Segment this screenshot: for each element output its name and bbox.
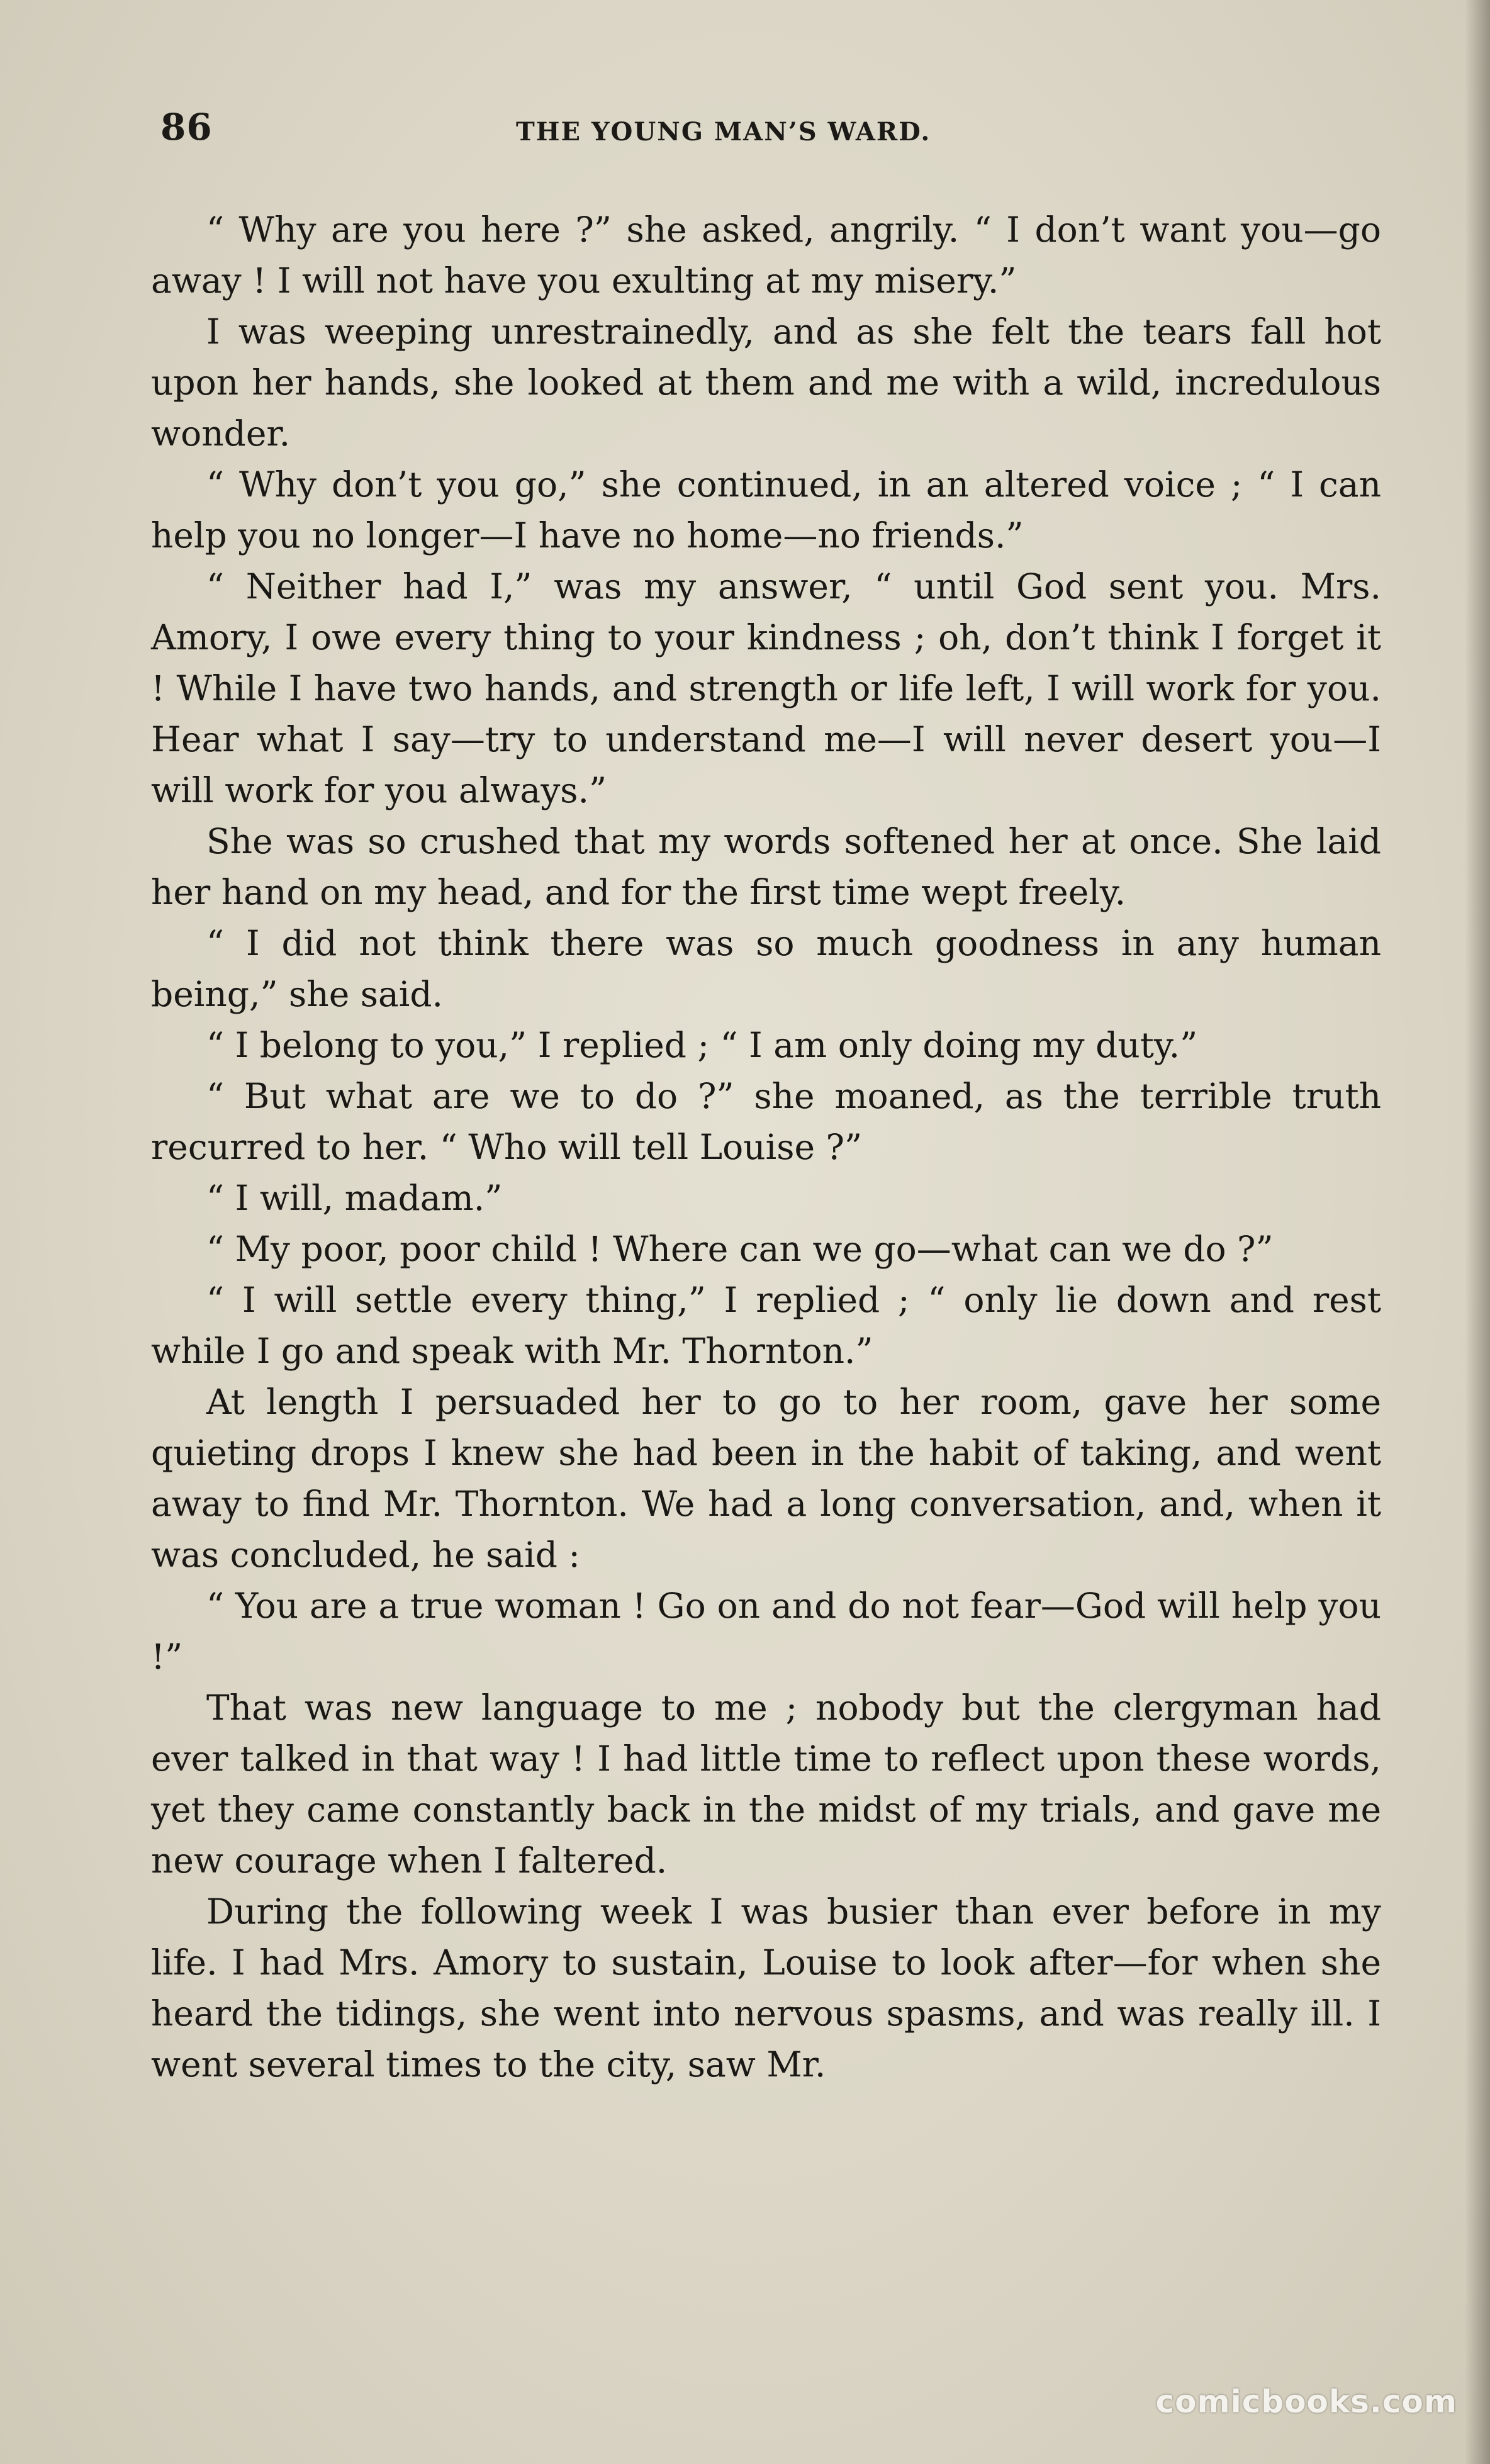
paragraph: “ My poor, poor child ! Where can we go—what can we do ?” xyxy=(206,1229,1274,1269)
page-header xyxy=(160,106,1394,162)
paragraph: “ Why don’t you go,” she continued, in an altered voice ; “ I can help you no longer—I have no home—no friends.” xyxy=(151,464,1381,556)
watermark: comicbooks.com xyxy=(1155,2383,1457,2420)
paragraph: That was new language to me ; nobody but the clergyman had ever talked in that way ! I had little time to reflect upon these words, yet they came constantly back in the midst of my trials, and gave me new courage when I faltered. xyxy=(151,1688,1381,1881)
paragraph: “ Neither had I,” was my answer, “ until God sent you. Mrs. Amory, I owe every thing to your kindness ; oh, don’t think I forget it ! While I have two hands, and strength or life left, I will work for you. Hear what I say—try to understand me—I will never desert you—I will work for you always.” xyxy=(151,566,1381,810)
paragraph: I was weeping unrestrainedly, and as she felt the tears fall hot upon her hands, she looked at them and me with a wild, incredulous wonder. xyxy=(151,311,1381,454)
body-text xyxy=(151,204,1381,2090)
paragraph: “ I did not think there was so much goodness in any human being,” she said. xyxy=(151,923,1381,1014)
paragraph: “ I will, madam.” xyxy=(206,1178,503,1218)
paragraph: “ I belong to you,” I replied ; “ I am only doing my duty.” xyxy=(206,1025,1198,1065)
paragraph: During the following week I was busier than ever before in my life. I had Mrs. Amory to sustain, Louise to look after—for when she heard the tidings, she went into nervous spasms, and was really ill. I went several times to the city, saw Mr. xyxy=(151,1891,1381,2085)
running-title: THE YOUNG MAN’S WARD. xyxy=(516,117,931,147)
paragraph: “ I will settle every thing,” I replied ; “ only lie down and rest while I go and speak with Mr. Thornton.” xyxy=(151,1280,1381,1371)
page-number: 86 xyxy=(160,106,213,148)
paragraph: “ You are a true woman ! Go on and do not fear—God will help you !” xyxy=(151,1586,1381,1677)
paragraph: “ Why are you here ?” she asked, angrily. “ I don’t want you—go away ! I will not have you exulting at my misery.” xyxy=(151,210,1381,301)
paragraph: She was so crushed that my words softened her at once. She laid her hand on my head, and for the first time wept freely. xyxy=(151,821,1381,912)
page-edge-shadow xyxy=(1465,0,1490,2464)
paragraph: “ But what are we to do ?” she moaned, as the terrible truth recurred to her. “ Who will tell Louise ?” xyxy=(151,1076,1381,1167)
paragraph: At length I persuaded her to go to her room, gave her some quieting drops I knew she had been in the habit of taking, and went away to find Mr. Thornton. We had a long conversation, and, when it was concluded, he said : xyxy=(151,1382,1381,1575)
